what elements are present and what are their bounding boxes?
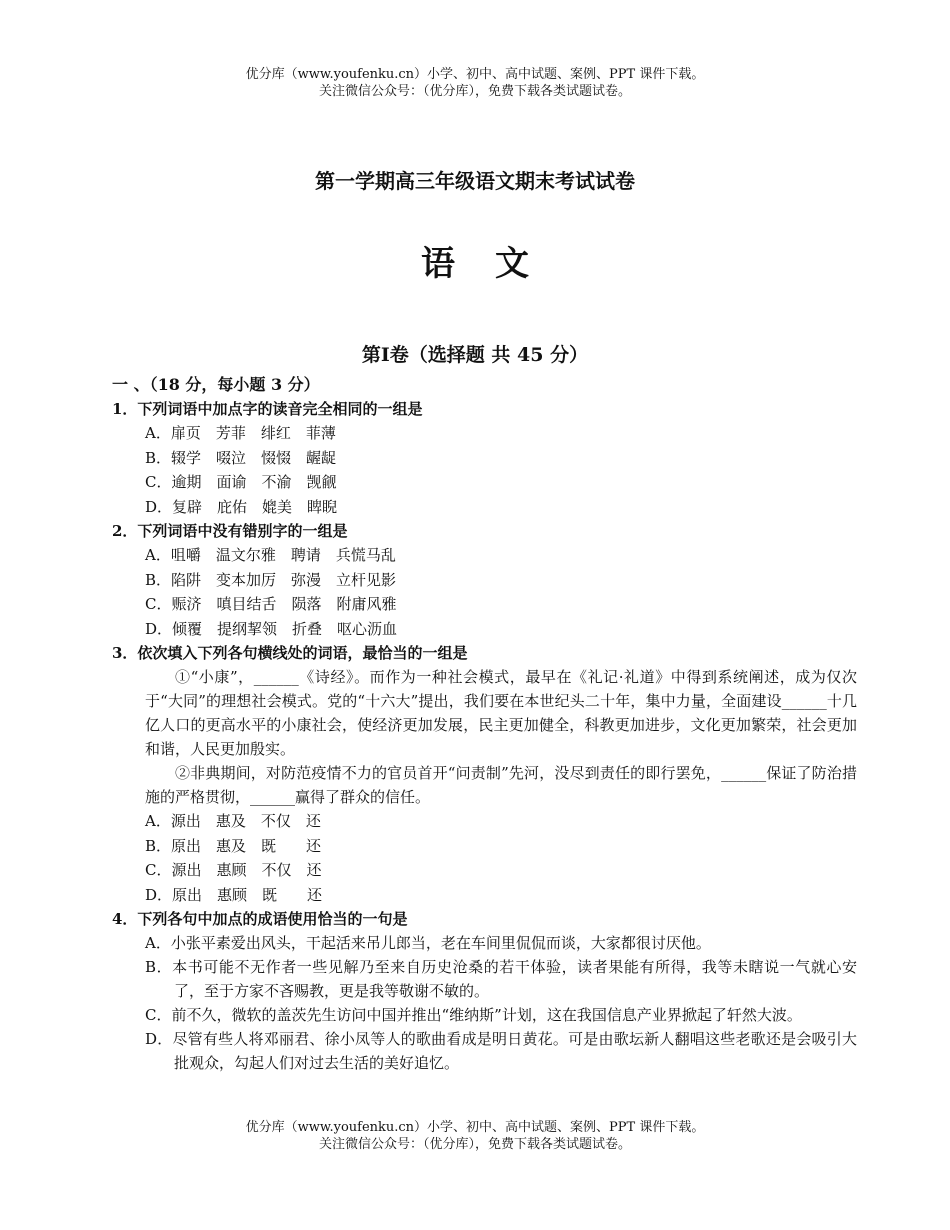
q4-option-a: A．小张平素爱出风头，干起活来吊儿郎当，老在车间里侃侃而谈，大家都很讨厌他。 [145,934,711,952]
q2-option-b: B．陷阱 变本加厉 弥漫 立杆见影 [145,570,397,589]
q1-option-b: B．辍学 啜泣 惙惙 龌龊 [145,448,337,467]
exam-content [112,373,857,1075]
q3-option-d: D．原出 惠顾 既 还 [145,885,323,904]
q3-option-c: C．源出 惠顾 不仅 还 [145,861,322,879]
q4-option-b: B．本书可能不无作者一些见解乃至来自历史沧桑的若干体验，读者果能有所得，我等未瞎说一气就心安了，至于方家不吝赐教，更是我等敬谢不敏的。 [145,958,857,1000]
question-2-stem: 2．下列词语中没有错别字的一组是 [112,522,348,540]
q3-paragraph-1: ①“小康”，______《诗经》。而作为一种社会模式，最早在《礼记·礼道》中得到系统阐述，成为仅次于“大同”的理想社会模式。党的“十六大”提出，我们要在本世纪头二十年，集中力量，全面建设______十几亿人口的更高水平的小康社会，使经济更加发展，民主更加健全，科教更加进步，文化更加繁荣，社会更加和谐，人民更加殷实。 [145,668,857,758]
header-line-2: 关注微信公众号：（优分库），免费下载各类试题试卷。 [318,84,631,99]
exam-title: 第一学期高三年级语文期末考试试卷 [315,169,635,193]
q2-option-a: A．咀嚼 温文尔雅 聘请 兵慌马乱 [145,546,396,564]
q3-paragraph-2: ②非典期间，对防范疫情不力的官员首开“问责制”先河，没尽到责任的即行罢免，______保证了防治措施的严格贯彻，______赢得了群众的信任。 [145,764,857,806]
q2-option-d: D．倾覆 提纲挈领 折叠 呕心沥血 [145,619,398,638]
question-4-stem: 4．下列各句中加点的成语使用恰当的一句是 [112,910,408,928]
q2-option-c: C．赈济 嗔目结舌 陨落 附庸风雅 [145,595,397,613]
footer-line-2: 关注微信公众号：（优分库），免费下载各类试题试卷。 [318,1137,631,1152]
q1-option-c: C．逾期 面谕 不渝 觊觎 [145,473,337,491]
section-heading: 一 、（18 分，每小题 3 分） [112,375,320,394]
question-1-stem: 1．下列词语中加点字的读音完全相同的一组是 [112,400,423,418]
q3-option-b: B．原出 惠及 既 还 [145,836,322,855]
subject-title: 语文 [421,244,569,284]
footer-line-1: 优分库（www.youfenku.cn）小学、初中、高中试题、案例、PPT 课件下载。 [245,1120,705,1135]
page-header [0,66,950,100]
q4-option-c: C．前不久，微软的盖茨先生访问中国并推出“维纳斯”计划，这在我国信息产业界掀起了轩然大波。 [145,1006,802,1024]
q1-option-d: D．复辟 庇佑 媲美 睥睨 [145,497,338,516]
q3-option-a: A．源出 惠及 不仅 还 [145,812,321,830]
question-3-stem: 3．依次填入下列各句横线处的词语，最恰当的一组是 [112,644,468,662]
header-line-1: 优分库（www.youfenku.cn）小学、初中、高中试题、案例、PPT 课件下载。 [245,67,705,82]
page-footer [0,1119,950,1153]
part-title: 第Ⅰ卷（选择题 共 45 分） [361,344,589,366]
q4-option-d: D．尽管有些人将邓丽君、徐小凤等人的歌曲看成是明日黄花。可是由歌坛新人翻唱这些老歌还是会吸引大批观众，勾起人们对过去生活的美好追忆。 [145,1030,857,1072]
q1-option-a: A．扉页 芳菲 绯红 菲薄 [145,424,336,442]
